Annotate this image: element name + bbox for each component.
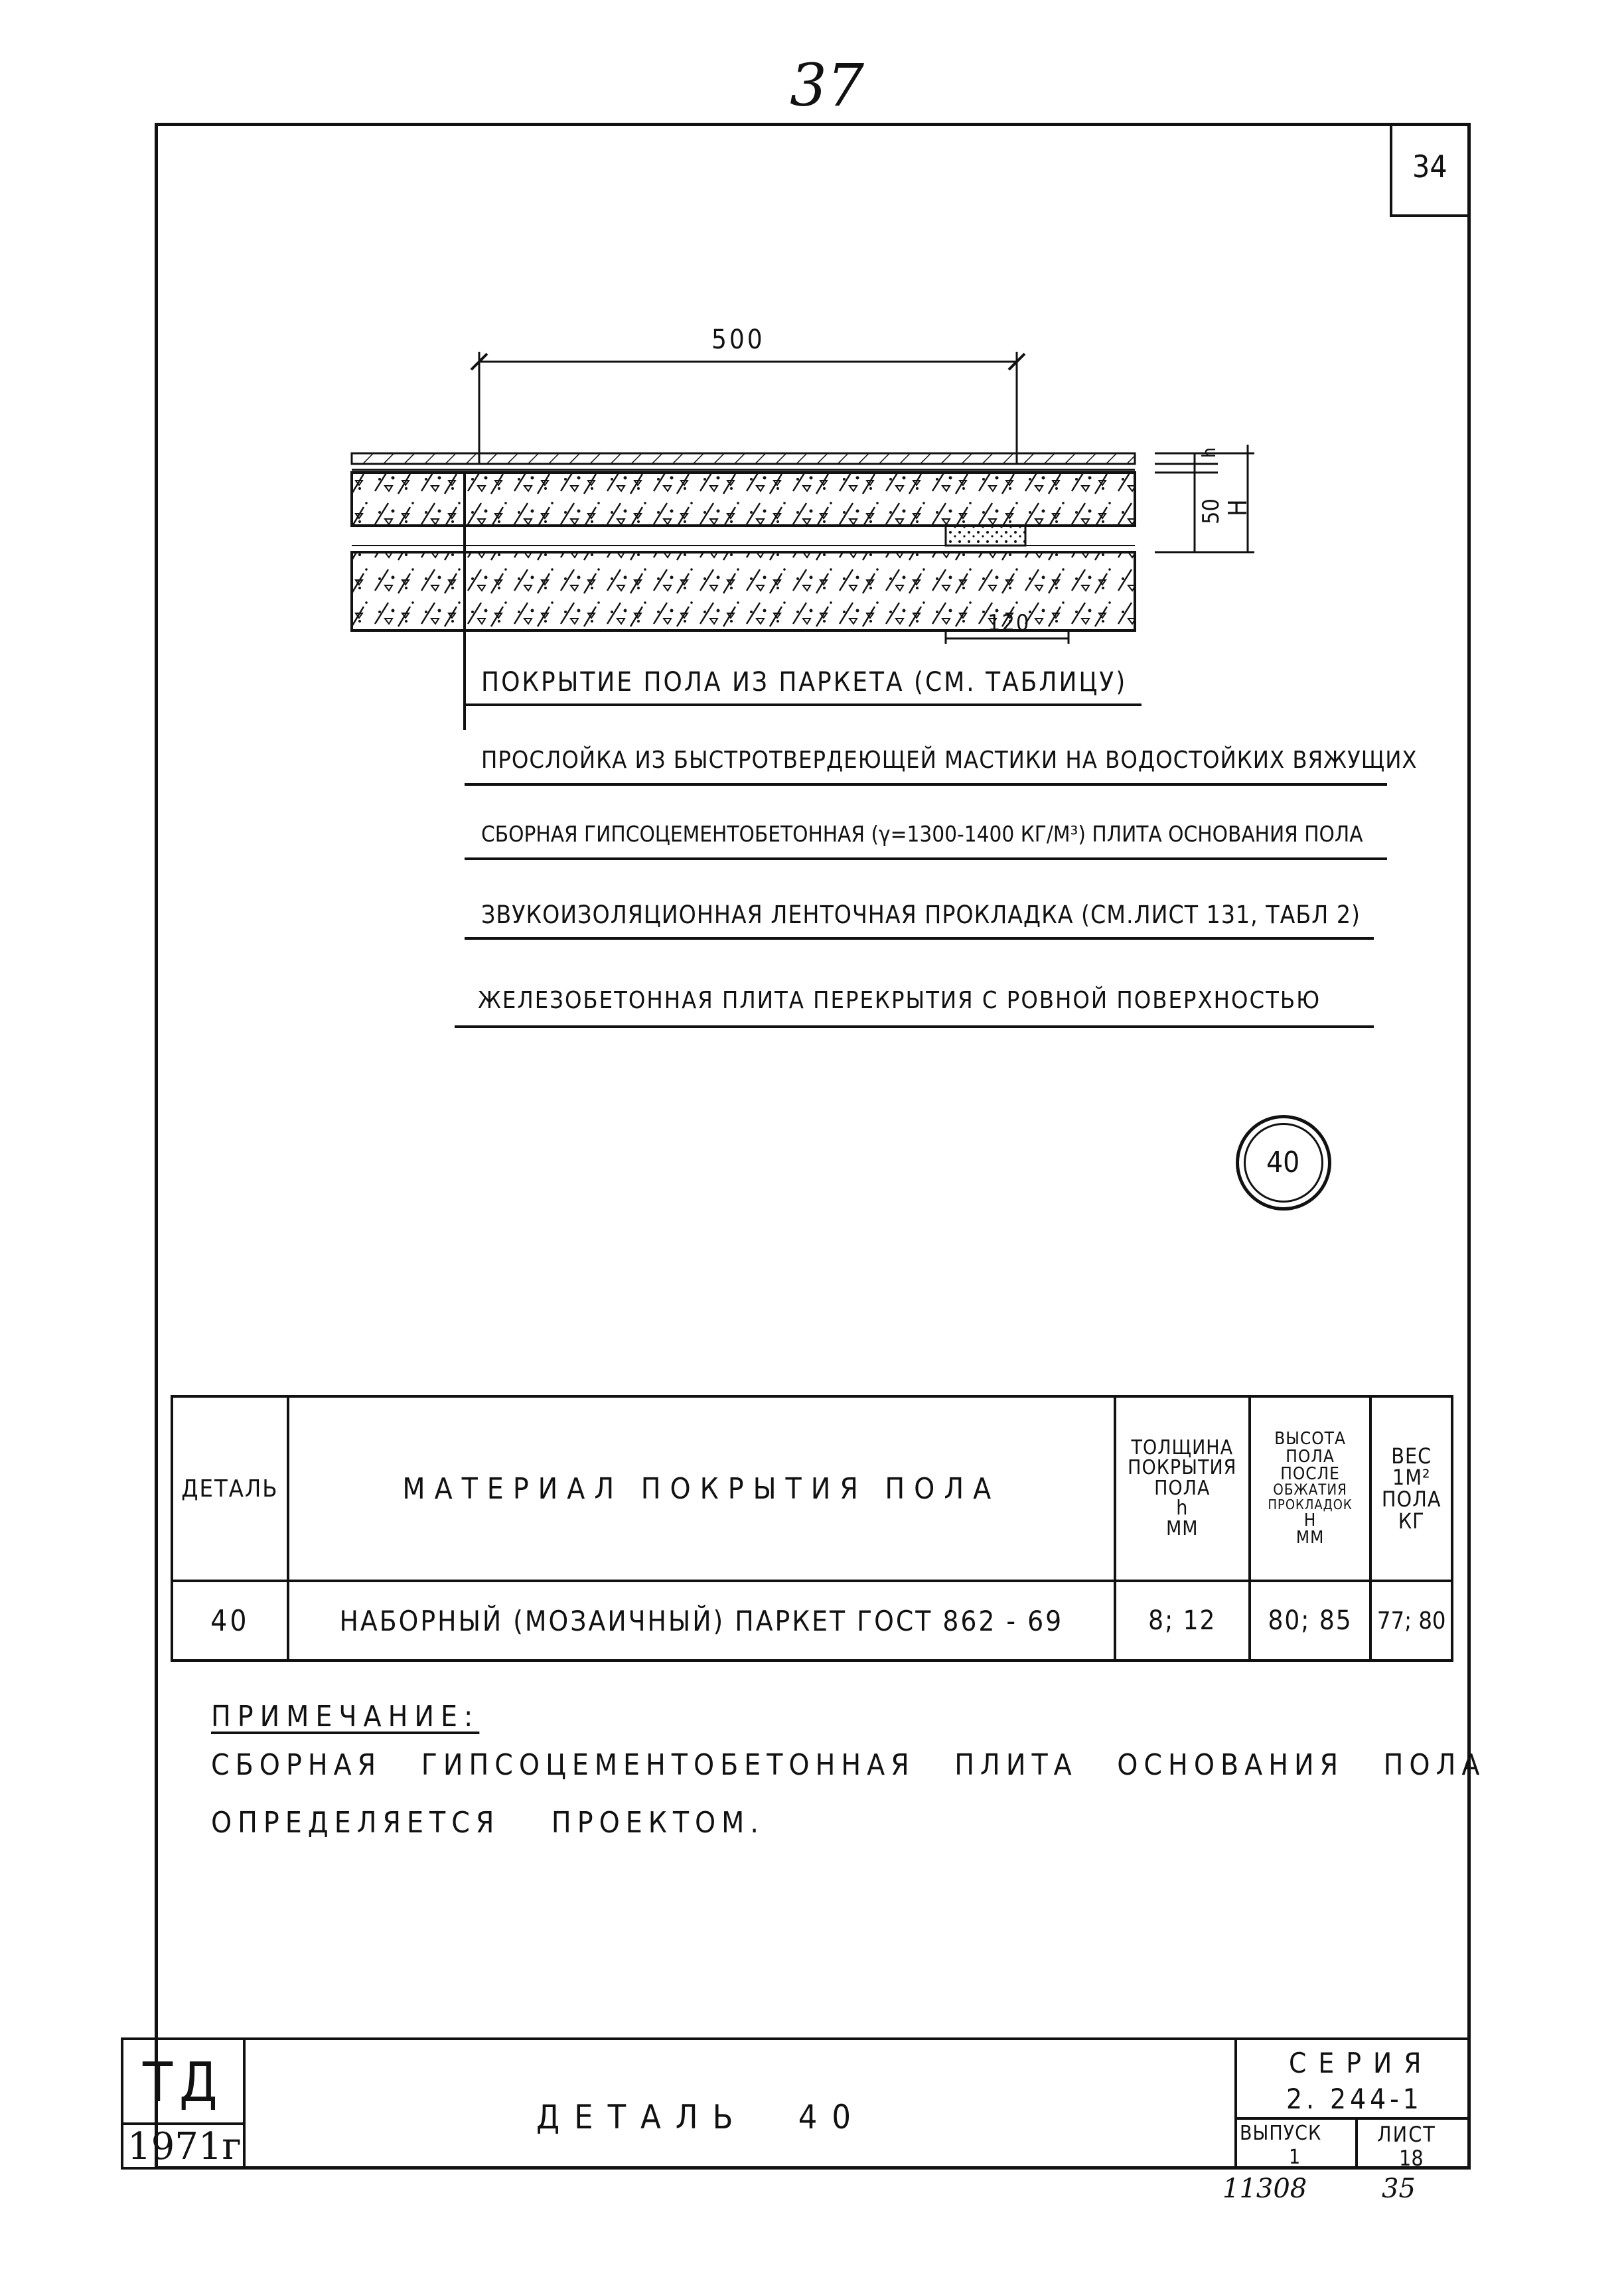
title-block-issue-divider: [1355, 2117, 1358, 2170]
layer-callout-4: ЗВУКОИЗОЛЯЦИОННАЯ ЛЕНТОЧНАЯ ПРОКЛАДКА (СМ.ЛИСТ 131, ТАБЛ 2): [481, 901, 1361, 929]
title-block-sheet-value: 18: [1399, 2146, 1424, 2171]
header-thickness: [1115, 1396, 1250, 1581]
cell-height-value: 80; 85: [1268, 1605, 1353, 1636]
header-weight-line-2: 1М²: [1392, 1465, 1431, 1491]
layer-underline-1: [465, 703, 1142, 706]
header-weight-line-4: КГ: [1398, 1508, 1425, 1534]
cell-weight-value: 77; 80: [1376, 1607, 1446, 1635]
header-height-line-7: ММ: [1295, 1528, 1325, 1548]
dimension-500: [471, 352, 1025, 465]
note-title: ПРИМЕЧАНИЕ:: [211, 1700, 480, 1734]
layer-underline-4: [465, 937, 1374, 940]
table-header-row: [172, 1396, 1452, 1581]
title-block-sheet-label: ЛИСТ: [1377, 2122, 1436, 2147]
header-height: [1250, 1396, 1371, 1581]
dimension-label-120: 120: [988, 610, 1031, 636]
header-thickness-line-4: h: [1176, 1497, 1189, 1520]
header-material-label: МАТЕРИАЛ ПОКРЫТИЯ ПОЛА: [402, 1471, 1001, 1506]
dimension-label-H: H: [1223, 499, 1252, 516]
cell-material-value: НАБОРНЫЙ (МОЗАИЧНЫЙ) ПАРКЕТ ГОСТ 862 - 69: [339, 1604, 1064, 1637]
title-block-series-value: 2. 244-1: [1286, 2083, 1423, 2115]
footer-number-right: 35: [1382, 2174, 1416, 2204]
layer-callout-1: ПОКРЫТИЕ ПОЛА ИЗ ПАРКЕТА (СМ. ТАБЛИЦУ): [481, 667, 1128, 698]
dimension-label-50: 50: [1198, 498, 1224, 524]
header-height-line-4: ОБЖАТИЯ: [1273, 1481, 1347, 1499]
cell-detail: [172, 1581, 288, 1661]
title-block-org: ТД: [143, 2051, 224, 2114]
cell-material: [288, 1581, 1115, 1661]
header-height-line-2: ПОЛА: [1286, 1446, 1335, 1467]
header-height-line-1: ВЫСОТА: [1274, 1429, 1346, 1449]
header-thickness-line-1: ТОЛЩИНА: [1131, 1436, 1234, 1459]
cell-weight: [1370, 1581, 1452, 1661]
table-row: [172, 1581, 1452, 1661]
title-block-series-divider: [1234, 2117, 1471, 2120]
header-thickness-line-2: ПОКРЫТИЯ: [1128, 1456, 1237, 1480]
detail-marker-label: 40: [1266, 1145, 1300, 1179]
header-weight: [1370, 1396, 1452, 1581]
header-weight-line-1: ВЕС: [1391, 1443, 1432, 1469]
header-height-line-6: H: [1303, 1510, 1317, 1530]
cell-height: [1250, 1581, 1371, 1661]
footer-number-left: 11308: [1222, 2174, 1307, 2204]
header-height-line-5: ПРОКЛАДОК: [1268, 1497, 1353, 1513]
page-number: 37: [790, 51, 864, 119]
header-material: [288, 1396, 1115, 1581]
floor-section-drawing: [0, 0, 1624, 730]
cell-detail-value: 40: [210, 1603, 250, 1638]
header-thickness-line-5: ММ: [1165, 1516, 1199, 1540]
layer-callout-3: СБОРНАЯ ГИПСОЦЕМЕНТОБЕТОННАЯ (γ=1300-1400 КГ/М³) ПЛИТА ОСНОВАНИЯ ПОЛА: [481, 821, 1363, 847]
layer-callout-5: ЖЕЛЕЗОБЕТОННАЯ ПЛИТА ПЕРЕКРЫТИЯ С РОВНОЙ ПОВЕРХНОСТЬЮ: [478, 987, 1321, 1014]
title-block-issue-label: ВЫПУСК: [1240, 2122, 1322, 2145]
cell-thickness-value: 8; 12: [1148, 1605, 1217, 1636]
header-detail: [172, 1396, 288, 1581]
materials-table: [171, 1395, 1453, 1662]
layer-underline-2: [465, 783, 1387, 786]
title-block-title: ДЕТАЛЬ 40: [536, 2098, 866, 2136]
layer-callout-2: ПРОСЛОЙКА ИЗ БЫСТРОТВЕРДЕЮЩЕЙ МАСТИКИ НА ВОДОСТОЙКИХ ВЯЖУЩИХ: [481, 747, 1418, 774]
dimension-label-500: 500: [711, 325, 765, 355]
header-thickness-line-3: ПОЛА: [1154, 1476, 1211, 1500]
header-detail-label: ДЕТАЛЬ: [181, 1475, 279, 1503]
layer-underline-3: [465, 857, 1387, 860]
header-weight-line-3: ПОЛА: [1381, 1487, 1441, 1512]
title-block-issue-value: 1: [1289, 2146, 1301, 2169]
note-line-2: ОПРЕДЕЛЯЕТСЯ ПРОЕКТОМ.: [211, 1806, 765, 1840]
note-line-1: СБОРНАЯ ГИПСОЦЕМЕНТОБЕТОННАЯ ПЛИТА ОСНОВАНИЯ ПОЛА: [211, 1748, 1486, 1782]
header-height-line-3: ПОСЛЕ: [1280, 1464, 1340, 1485]
cell-thickness: [1115, 1581, 1250, 1661]
dimension-label-h: h: [1198, 447, 1220, 458]
layer-underline-5: [455, 1025, 1374, 1028]
sheet-number: 34: [1412, 149, 1447, 185]
title-block-series-label: СЕРИЯ: [1289, 2047, 1434, 2079]
title-block-year: 1971г: [127, 2125, 242, 2168]
